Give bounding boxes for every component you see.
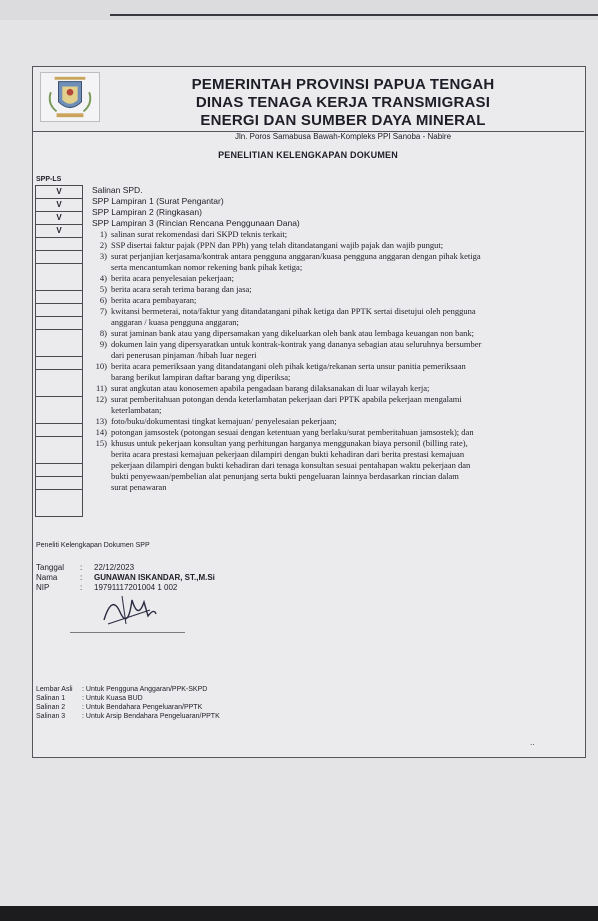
item-text: dokumen lain yang dipersyaratkan untuk kontrak-kontrak yang dananya sebagian atau seluruhnya bersumber (111, 339, 482, 349)
document-title: PENELITIAN KELENGKAPAN DOKUMEN (218, 150, 398, 160)
header-line-1: PEMERINTAH PROVINSI PAPUA TENGAH (191, 76, 495, 93)
name-label: Nama (36, 573, 58, 582)
item-number: 12) (95, 394, 107, 404)
check-cell[interactable] (35, 489, 83, 517)
signature-icon (98, 590, 158, 628)
item-text: dari penerusan pinjaman /hibah luar negeri (111, 350, 257, 360)
list-item: SPP Lampiran 2 (Ringkasan) (92, 207, 202, 217)
researcher-label: Peneliti Kelengkapan Dokumen SPP (36, 542, 150, 549)
check-cell[interactable] (35, 476, 83, 490)
check-cell[interactable] (35, 329, 83, 357)
colon: : (80, 583, 83, 592)
check-cell[interactable] (35, 250, 83, 264)
list-item (92, 383, 578, 394)
list-item (92, 361, 578, 383)
scan-top-edge (0, 0, 598, 20)
header-line-2: DINAS TENAGA KERJA TRANSMIGRASI (195, 94, 491, 111)
copy-purpose: : Untuk Kuasa BUD (82, 695, 143, 702)
check-cell[interactable] (35, 423, 83, 437)
item-text: barang berikut lampiran daftar barang yng diperiksa; (111, 372, 291, 382)
item-number: 13) (95, 416, 107, 426)
list-item (92, 284, 578, 295)
header-divider (32, 131, 584, 132)
item-text: surat pemberitahuan potongan denda keterlambatan pekerjaan dari PPTK apabila pekerjaan mengalami (111, 394, 462, 404)
requirements-list (92, 185, 578, 493)
item-number: 8) (99, 328, 107, 338)
copy-label: Salinan 1 (36, 695, 66, 702)
list-item (92, 240, 578, 251)
check-cell[interactable] (35, 463, 83, 477)
item-text: berita acara pemeriksaan yang ditandatangani oleh pihak ketiga/rekanan serta unsur panitia pemeriksaan (111, 361, 466, 371)
copy-purpose: : Untuk Pengguna Anggaran/PPK-SKPD (82, 686, 208, 693)
date-value: 22/12/2023 (94, 563, 135, 572)
list-item (92, 427, 578, 438)
item-text: surat penawaran (111, 482, 167, 492)
check-cell[interactable] (35, 263, 83, 291)
date-row (36, 563, 215, 573)
distribution-list (36, 685, 220, 721)
copy-label: Salinan 2 (36, 704, 66, 711)
list-item: SPP Lampiran 1 (Surat Pengantar) (92, 196, 224, 206)
header-address: Jln. Poros Samabusa Bawah-Kompleks PPI Sanoba - Nabire (234, 132, 452, 141)
check-cell[interactable] (35, 436, 83, 464)
distribution-row (36, 694, 220, 703)
spp-type-label: SPP-LS (36, 176, 62, 183)
copy-label: Lembar Asli (36, 686, 73, 693)
item-text: serta mencantumkan nomor rekening bank pihak ketiga; (111, 262, 303, 272)
item-number: 2) (99, 240, 107, 250)
check-cell[interactable]: V (35, 224, 83, 238)
copy-purpose: : Untuk Arsip Bendahara Pengeluaran/PPTK (82, 713, 220, 720)
colon: : (80, 563, 83, 572)
list-item (92, 251, 578, 273)
check-cell[interactable] (35, 356, 83, 370)
nip-value: 19791117201004 1 002 (94, 583, 178, 592)
scan-bottom-edge (0, 906, 598, 921)
nip-label: NIP (36, 583, 50, 592)
item-text: foto/buku/dokumentasi tingkat kemajuan/ penyelesaian pekerjaan; (111, 416, 337, 426)
list-item (92, 273, 578, 284)
item-text: bukti penyewaan/pembelian alat penunjang serta bukti pengeluaran lainnya berdasarkan rincian dalam (111, 471, 459, 481)
item-number: 6) (99, 295, 107, 305)
list-item: SPP Lampiran 3 (Rincian Rencana Penggunaan Dana) (92, 218, 300, 228)
item-number: 3) (99, 251, 107, 261)
item-text: anggaran / kuasa pengguna anggaran; (111, 317, 239, 327)
colon: : (80, 573, 83, 582)
item-text: surat jaminan bank atau yang dipersamakan yang dikeluarkan oleh bank atau lembaga keuangan non bank; (111, 328, 475, 338)
item-text: pekerjaan dilampiri dengan bukti kehadiran dari tenaga konsultan sesuai pentahapan waktu pekerjaan dan (111, 460, 471, 470)
item-text: berita acara prestasi kemajuan pekerjaan dilampiri dengan bukti kehadiran dari berita prestasi kemajuan (111, 449, 465, 459)
item-text: surat perjanjian kerjasama/kontrak antara pengguna anggaran/kuasa pengguna anggaran dengan pihak ketiga (111, 251, 481, 261)
check-cell[interactable] (35, 369, 83, 397)
item-text: surat angkutan atau konosemen apabila pengadaan barang dilaksanakan di luar wilayah kerja; (111, 383, 430, 393)
item-text: kwitansi bermeterai, nota/faktur yang ditandatangani pihak ketiga dan PPTK sertai disetujui oleh pengguna (111, 306, 476, 316)
item-number: 9) (99, 339, 107, 349)
item-text: berita acara pembayaran; (111, 295, 197, 305)
name-value: GUNAWAN ISKANDAR, ST.,M.Si (94, 573, 215, 582)
list-item (92, 438, 578, 493)
check-cell[interactable] (35, 303, 83, 317)
check-cell[interactable] (35, 290, 83, 304)
check-cell[interactable]: V (35, 185, 83, 199)
item-number: 14) (95, 427, 107, 437)
footer-dots: .. (530, 738, 535, 747)
check-cell[interactable] (35, 396, 83, 424)
item-text: SSP disertai faktur pajak (PPN dan PPh) yang telah ditandatangani wajib pajak dan wajib pungut; (111, 240, 444, 250)
checklist-column (35, 185, 83, 517)
distribution-row (36, 703, 220, 712)
check-cell[interactable]: V (35, 211, 83, 225)
item-number: 5) (99, 284, 107, 294)
list-item (92, 295, 578, 306)
list-item (92, 229, 578, 240)
distribution-row (36, 712, 220, 721)
coat-of-arms-icon (41, 73, 99, 121)
scan-edge-line (110, 14, 598, 16)
check-cell[interactable] (35, 237, 83, 251)
list-item: Salinan SPD. (92, 185, 143, 195)
list-item (92, 328, 578, 339)
list-item (92, 416, 578, 427)
item-text: potongan jamsostek (potongan sesuai dengan ketentuan yang berlaku/surat pemberitahuan jamsostek); dan (111, 427, 474, 437)
item-number: 7) (99, 306, 107, 316)
list-item (92, 339, 578, 361)
item-number: 4) (99, 273, 107, 283)
item-text: berita acara penyelesaian pekerjaan; (111, 273, 234, 283)
item-number: 15) (95, 438, 107, 448)
item-number: 10) (95, 361, 107, 371)
item-text: khusus untuk pekerjaan konsultan yang perhitungan harganya menggunakan biaya personil (billing rate), (111, 438, 468, 448)
item-text: salinan surat rekomendasi dari SKPD teknis terkait; (111, 229, 288, 239)
item-text: keterlambatan; (111, 405, 162, 415)
list-item (92, 306, 578, 328)
item-number: 11) (95, 383, 107, 393)
header-line-3: ENERGI DAN SUMBER DAYA MINERAL (200, 112, 486, 129)
signature-line (70, 632, 185, 633)
letterhead (104, 76, 582, 143)
distribution-row (36, 685, 220, 694)
item-text: berita acara serah terima barang dan jasa; (111, 284, 252, 294)
copy-purpose: : Untuk Bendahara Pengeluaran/PPTK (82, 704, 203, 711)
list-item (92, 394, 578, 416)
check-cell[interactable]: V (35, 198, 83, 212)
copy-label: Salinan 3 (36, 713, 66, 720)
province-logo (40, 72, 100, 122)
name-row (36, 573, 215, 583)
date-label: Tanggal (36, 563, 65, 572)
check-cell[interactable] (35, 316, 83, 330)
item-number: 1) (99, 229, 107, 239)
researcher-info (36, 563, 215, 593)
